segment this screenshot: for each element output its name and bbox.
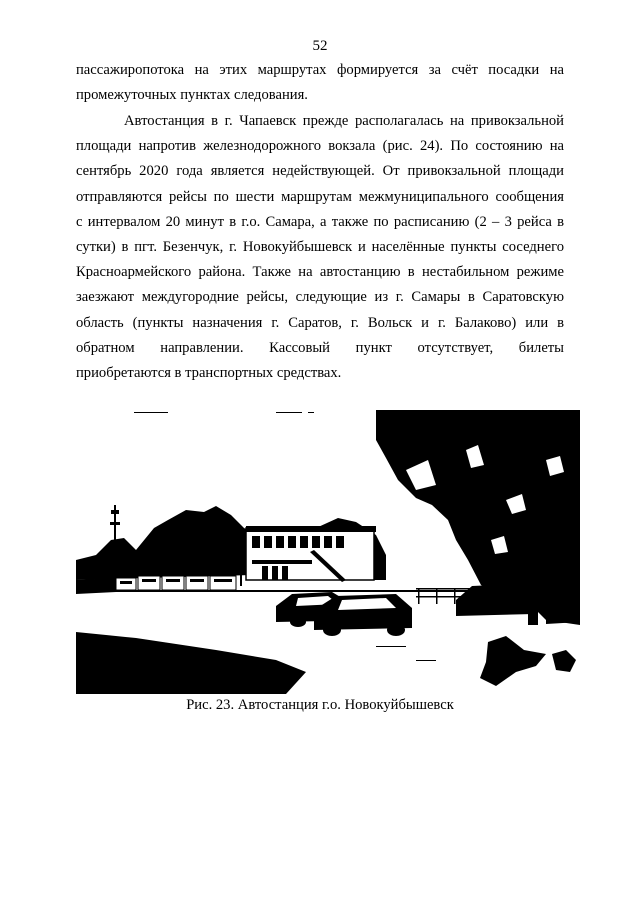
- text-line: область (пункты назначения г. Саратов, г. Вольск и г. Балаково) или в: [76, 314, 564, 331]
- text-line: сутки) в пгт. Безенчук, г. Новокуйбышевск и населённые пункты соседнего: [76, 239, 564, 256]
- text-line: с интервалом 20 минут в г.о. Самара, а также по расписанию (2 – 3 рейса в: [76, 213, 564, 230]
- bus-station-photo: [76, 410, 580, 694]
- paragraph-1: [76, 58, 564, 108]
- text-line: отправляются рейсы по шести маршрутам межмуниципального сообщения: [76, 188, 564, 205]
- text-line: приобретаются в транспортных средствах.: [76, 365, 342, 382]
- text-line: промежуточных пунктах следования.: [76, 87, 308, 104]
- text-line: Красноармейского района. Также на автостанцию в нестабильном режиме: [76, 264, 564, 281]
- text-line: Автостанция в г. Чапаевск прежде располагалась на привокзальной: [124, 113, 564, 129]
- figure-caption: Рис. 23. Автостанция г.о. Новокуйбышевск: [186, 697, 454, 713]
- text-line: обратном направлении. Кассовый пункт отсутствует, билеты: [76, 339, 564, 356]
- text-line: пассажиропотока на этих маршрутах формируется за счёт посадки на: [76, 62, 564, 78]
- paragraph-2: [76, 109, 564, 386]
- page-number: 52: [312, 38, 328, 54]
- text-line: заезжают междугородние рейсы, следующие из г. Самары в Саратовскую: [76, 289, 564, 306]
- text-line: сентябрь 2020 года является недействующей. От привокзальной площади: [76, 163, 564, 180]
- text-line: площади напротив железнодорожного вокзала (рис. 24). По состоянию на: [76, 138, 564, 155]
